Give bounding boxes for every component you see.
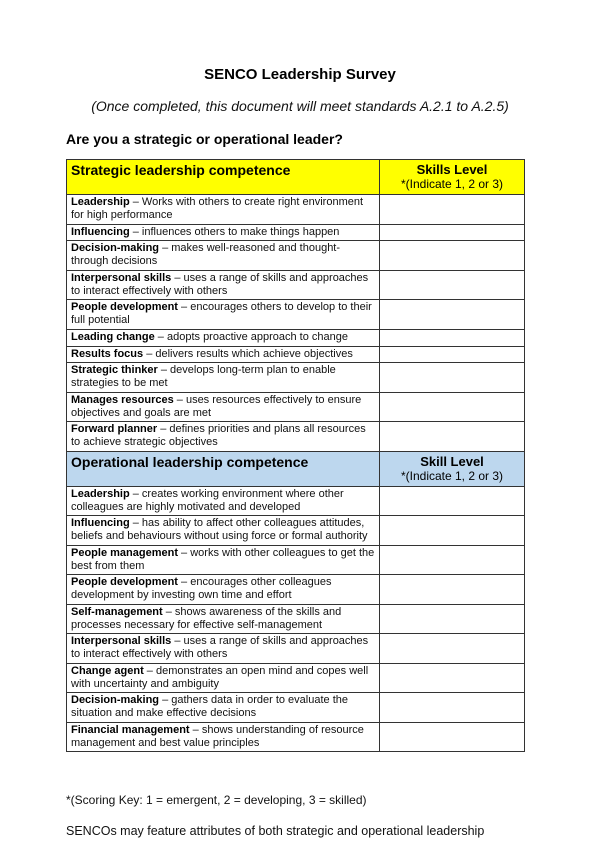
level-header-note: *(Indicate 1, 2 or 3) — [400, 468, 504, 483]
competence-term: Influencing — [71, 225, 130, 238]
competence-term: Financial management — [71, 723, 190, 736]
competence-description-cell — [67, 722, 380, 752]
competence-term: Strategic thinker — [71, 364, 158, 377]
competence-desc-text: – shows understanding of resource management and best value principles — [71, 723, 364, 749]
competence-term: Leadership — [71, 487, 130, 500]
skill-level-input-cell[interactable] — [380, 693, 525, 723]
competence-desc-text: – uses a range of skills and approaches to interact effectively with others — [71, 635, 369, 660]
competence-description-cell — [67, 195, 380, 225]
competence-description-cell — [67, 329, 380, 346]
skill-level-input-cell[interactable] — [380, 604, 525, 634]
skill-level-input-cell[interactable] — [380, 486, 525, 516]
competence-desc-text: – defines priorities and plans all resources to achieve strategic objectives — [71, 423, 366, 448]
competence-row — [67, 486, 525, 516]
competence-description-cell — [67, 604, 380, 634]
skill-level-input-cell[interactable] — [380, 270, 525, 300]
competence-description-cell — [67, 545, 380, 575]
scoring-key: *(Scoring Key: 1 = emergent, 2 = developing, 3 = skilled) — [66, 793, 367, 808]
competence-row — [67, 195, 525, 225]
skill-level-input-cell[interactable] — [380, 346, 525, 363]
competence-description-cell — [67, 663, 380, 693]
section-header-row — [67, 160, 525, 195]
competence-description-cell — [67, 486, 380, 516]
competence-term: Manages resources — [71, 393, 174, 406]
competence-table — [66, 159, 525, 752]
skill-level-input-cell[interactable] — [380, 392, 525, 422]
competence-description-cell — [67, 363, 380, 393]
section-level-header — [380, 160, 525, 195]
competence-desc-text: – shows awareness of the skills and processes necessary for effective self-management — [71, 605, 342, 631]
skill-level-input-cell[interactable] — [380, 663, 525, 693]
competence-row — [67, 392, 525, 422]
competence-row — [67, 575, 525, 605]
skill-level-input-cell[interactable] — [380, 329, 525, 346]
competence-term: Leadership — [71, 196, 130, 208]
skill-level-input-cell[interactable] — [380, 241, 525, 271]
competence-row — [67, 300, 525, 330]
competence-row — [67, 224, 525, 241]
skill-level-input-cell[interactable] — [380, 516, 525, 546]
competence-description-cell — [67, 241, 380, 271]
competence-row — [67, 329, 525, 346]
competence-desc-text: – uses a range of skills and approaches to interact effectively with others — [71, 271, 369, 297]
competence-desc-text: – encourages others to develop to their full potential — [71, 301, 372, 326]
competence-desc-text: – has ability to affect other colleagues attitudes, beliefs and behaviours without using force or formal authority — [71, 517, 368, 542]
competence-term: Forward planner — [71, 423, 158, 436]
skill-level-input-cell[interactable] — [380, 363, 525, 393]
competence-row — [67, 241, 525, 271]
competence-description-cell — [67, 270, 380, 300]
competence-term: People development — [71, 301, 178, 314]
question-heading: Are you a strategic or operational leader? — [66, 131, 343, 147]
competence-row — [67, 422, 525, 452]
level-header-title: Skills Level — [416, 162, 488, 177]
competence-desc-text: – creates working environment where other colleagues are highly motivated and developed — [71, 487, 344, 513]
competence-desc-text: – develops long-term plan to enable strategies to be met — [71, 364, 336, 389]
skill-level-input-cell[interactable] — [380, 634, 525, 664]
closing-note: SENCOs may feature attributes of both strategic and operational leadership — [66, 824, 485, 839]
competence-description-cell — [67, 300, 380, 330]
competence-desc-text: – adopts proactive approach to change — [154, 330, 348, 343]
competence-term: Decision-making — [71, 694, 160, 707]
competence-term: People management — [71, 546, 178, 559]
section-competence-header: Operational leadership competence — [67, 451, 380, 486]
competence-description-cell — [67, 693, 380, 723]
skill-level-input-cell[interactable] — [380, 545, 525, 575]
competence-row — [67, 270, 525, 300]
competence-term: Influencing — [71, 517, 130, 530]
competence-row — [67, 545, 525, 575]
competence-term: Results focus — [71, 347, 144, 360]
competence-description-cell — [67, 634, 380, 664]
competence-description-cell — [67, 516, 380, 546]
competence-term: Self-management — [71, 605, 163, 618]
competence-description-cell — [67, 392, 380, 422]
competence-row — [67, 346, 525, 363]
competence-row — [67, 604, 525, 634]
competence-desc-text: – uses resources effectively to ensure objectives and goals are met — [71, 393, 362, 419]
level-header-title: Skill Level — [420, 453, 484, 469]
skill-level-input-cell[interactable] — [380, 224, 525, 241]
section-level-header — [380, 451, 525, 486]
competence-term: Leading change — [71, 330, 155, 343]
competence-desc-text: – delivers results which achieve objectives — [143, 347, 353, 360]
competence-description-cell — [67, 224, 380, 241]
competence-row — [67, 722, 525, 752]
skill-level-input-cell[interactable] — [380, 575, 525, 605]
skill-level-input-cell[interactable] — [380, 722, 525, 752]
competence-term: Interpersonal skills — [71, 635, 172, 648]
competence-description-cell — [67, 346, 380, 363]
skill-level-input-cell[interactable] — [380, 300, 525, 330]
page-title: SENCO Leadership Survey — [204, 66, 396, 83]
competence-desc-text: – works with other colleagues to get the best from them — [71, 546, 375, 572]
competence-term: People development — [71, 576, 178, 589]
competence-desc-text: – gathers data in order to evaluate the situation and make effective decisions — [71, 694, 348, 719]
competence-row — [67, 634, 525, 664]
competence-desc-text: – Works with others to create right environment for high performance — [71, 196, 364, 221]
skill-level-input-cell[interactable] — [380, 422, 525, 452]
section-header-row — [67, 451, 525, 486]
competence-term: Interpersonal skills — [71, 271, 172, 284]
competence-description-cell — [67, 575, 380, 605]
competence-description-cell — [67, 422, 380, 452]
competence-row — [67, 363, 525, 393]
competence-row — [67, 693, 525, 723]
competence-row — [67, 663, 525, 693]
competence-desc-text: – encourages other colleagues development by investing own time and effort — [71, 576, 332, 601]
competence-desc-text: – demonstrates an open mind and copes well with uncertainty and ambiguity — [71, 664, 369, 690]
skill-level-input-cell[interactable] — [380, 195, 525, 225]
competence-term: Change agent — [71, 664, 144, 677]
competence-term: Decision-making — [71, 242, 160, 255]
section-competence-header: Strategic leadership competence — [67, 160, 380, 195]
competence-row — [67, 516, 525, 546]
standards-subtitle: (Once completed, this document will meet standards A.2.1 to A.2.5) — [91, 98, 509, 114]
level-header-note: *(Indicate 1, 2 or 3) — [400, 177, 504, 191]
competence-desc-text: – influences others to make things happen — [129, 225, 340, 238]
competence-desc-text: – makes well-reasoned and thought-through decisions — [71, 242, 341, 267]
